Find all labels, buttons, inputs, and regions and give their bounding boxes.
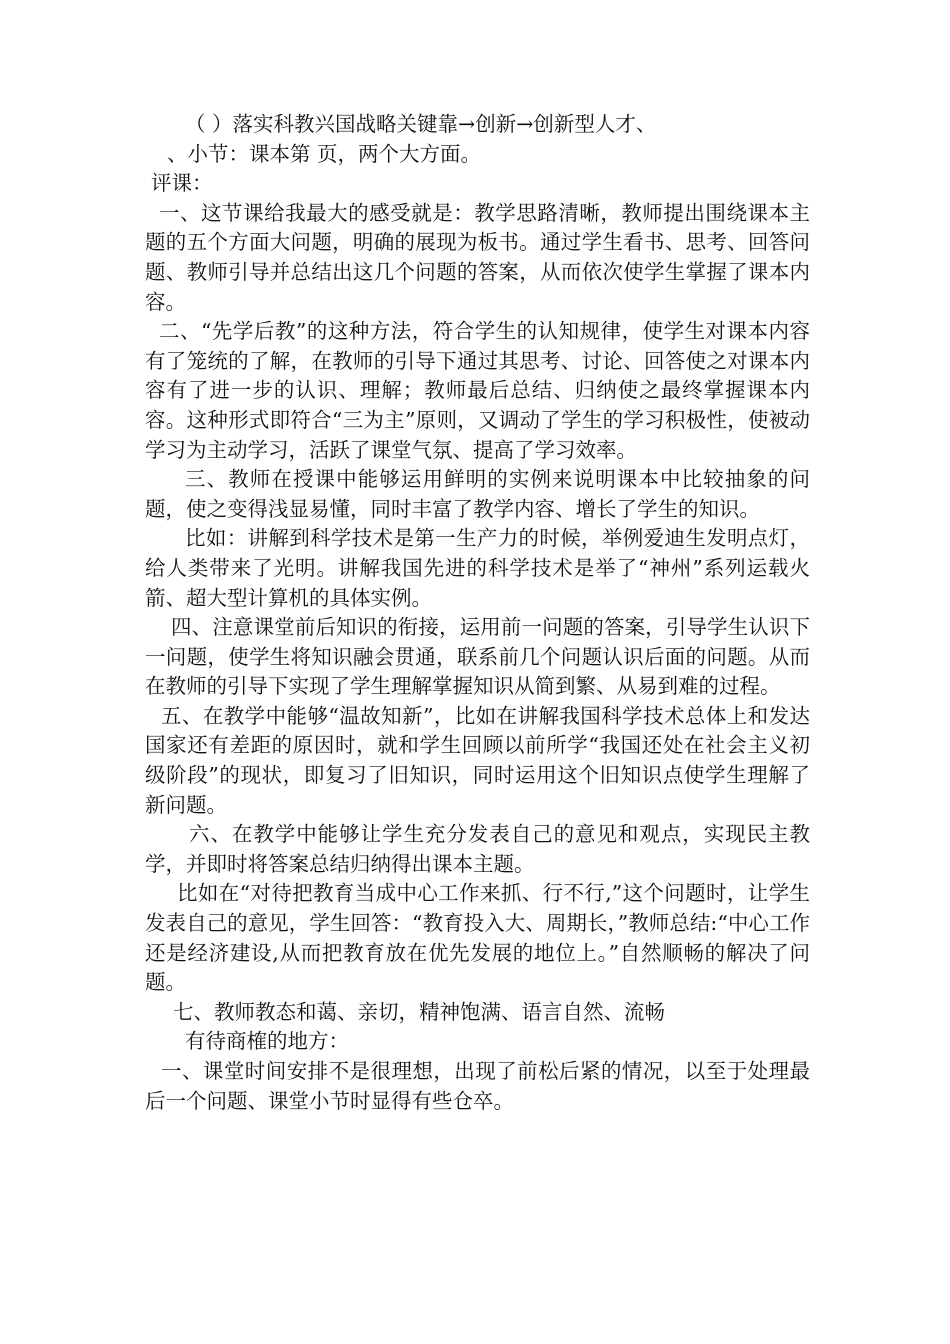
paragraph-improvement-1: 一、课堂时间安排不是很理想，出现了前松后紧的情况，以至于处理最后一个问题、课堂小节时显得有些仓卒。 (145, 1059, 810, 1113)
paragraph-review-2: 二、“先学后教”的这种方法，符合学生的认知规律，使学生对课本内容有了笼统的了解，在教师的引导下通过其思考、讨论、回答使之对课本内容有了进一步的认识、理解；教师最后总结、归纳使之最终掌握课本内容。这种形式即符合“三为主”原则，又调动了学生的学习积极性，使被动学习为主动学习，活跃了课堂气氛、提高了学习效率。 (145, 319, 810, 462)
paragraph-review-1: 一、这节课给我最大的感受就是：教学思路清晰，教师提出围绕课本主题的五个方面大问题，明确的展现为板书。通过学生看书、思考、回答问题、教师引导并总结出这几个问题的答案，从而依次使学生掌握了课本内容。 (145, 200, 810, 314)
document-body (145, 110, 810, 1116)
paragraph-review-5: 五、在教学中能够“温故知新”，比如在讲解我国科学技术总体上和发达国家还有差距的原因时，就和学生回顾以前所学“我国还处在社会主义初级阶段”的现状，即复习了旧知识，同时运用这个旧知识点使学生理解了新问题。 (145, 703, 810, 817)
paragraph-summary: 、小节：课本第 页，两个大方面。 (167, 141, 482, 166)
paragraph-key-strategy: （ ）落实科教兴国战略关键靠→创新→创新型人才、 (185, 112, 657, 136)
section-heading-improvements: 有待商榷的地方： (185, 1029, 349, 1054)
paragraph-example-1: 比如：讲解到科学技术是第一生产力的时候，举例爱迪生发明点灯，给人类带来了光明。讲解我国先进的科学技术是举了“神州”系列运载火箭、超大型计算机的具体实例。 (145, 526, 810, 610)
paragraph-review-3: 三、教师在授课中能够运用鲜明的实例来说明课本中比较抽象的问题，使之变得浅显易懂，同时丰富了教学内容、增长了学生的知识。 (145, 467, 810, 521)
paragraph-example-2: 比如在“对待把教育当成中心工作来抓、行不行,”这个问题时，让学生发表自己的意见，学生回答：“教育投入大、周期长，”教师总结:“中心工作还是经济建设,从而把教育放在优先发展的地位上。”自然顺畅的解决了问题。 (145, 881, 810, 995)
paragraph-review-4: 四、注意课堂前后知识的衔接，运用前一问题的答案，引导学生认识下一问题，使学生将知识融会贯通，联系前几个问题认识后面的问题。从而在教师的引导下实现了学生理解掌握知识从简到繁、从易到难的过程。 (145, 615, 810, 699)
paragraph-review-7: 七、教师教态和蔼、亲切，精神饱满、语言自然、流畅 (173, 999, 665, 1024)
paragraph-review-6: 六、在教学中能够让学生充分发表自己的意见和观点，实现民主教学，并即时将答案总结归纳得出课本主题。 (145, 822, 810, 876)
section-heading-review: 评课： (151, 171, 213, 196)
